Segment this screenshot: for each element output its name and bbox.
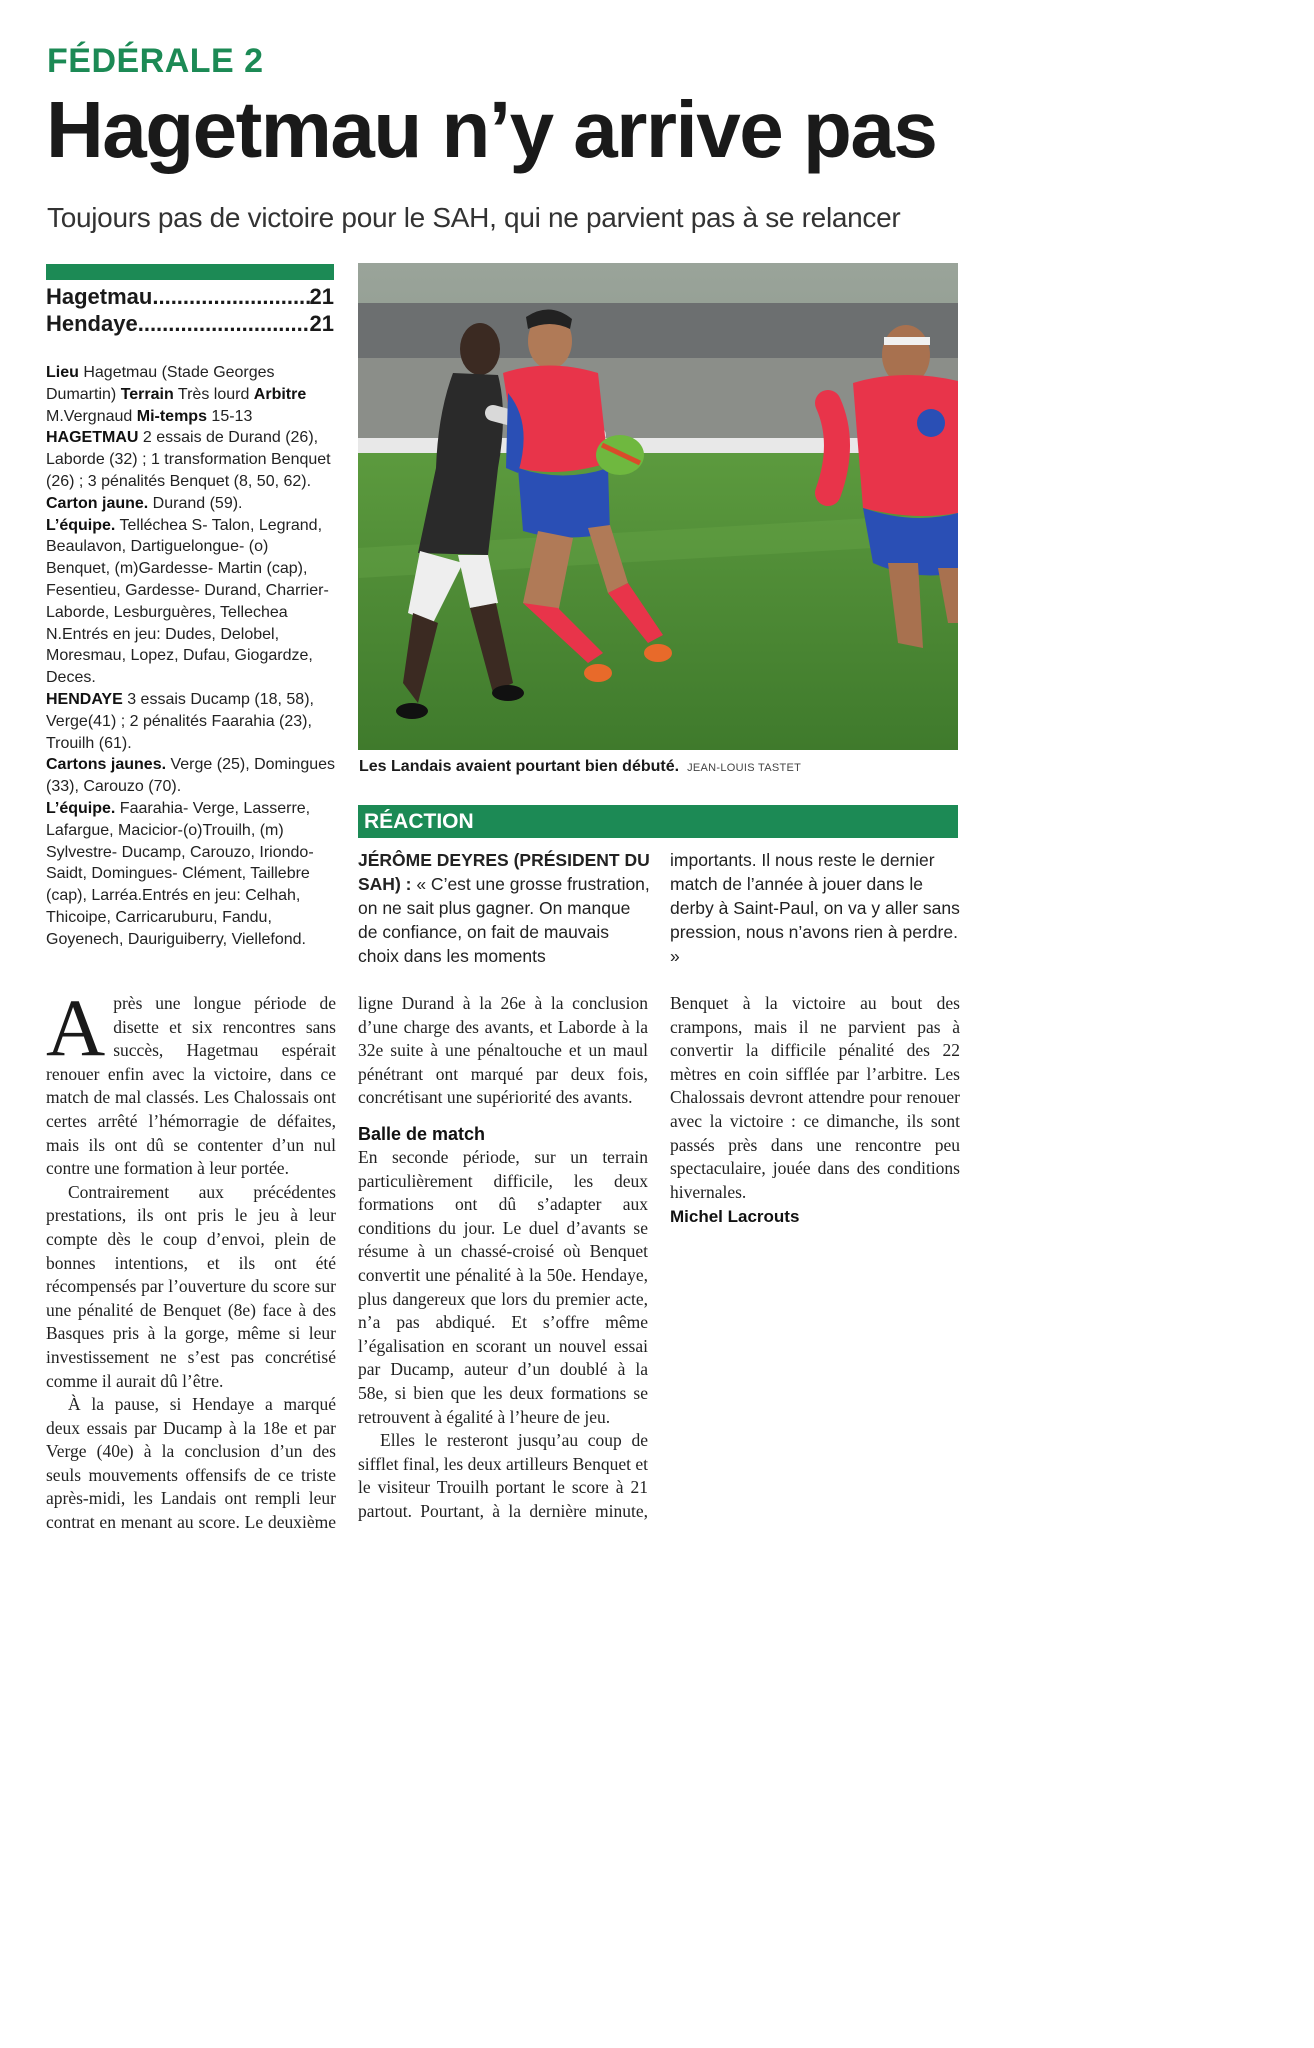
paragraph-text: près une longue période de disette et six rencontres sans succès, Hagetmau espérait renouer enfin avec la victoire, dans ce match de mal classés. Les Chalossais ont certes arrêté l’hémorragie de défaites, mais ils ont dû se contenter d’un nul contre une formation à leur portée. — [46, 993, 336, 1179]
label: Carton jaune. — [46, 494, 149, 512]
article-author: Michel Lacrouts — [670, 1207, 800, 1227]
value: 3 essais Ducamp (18, 58), Verge(41) ; 2 pénalités Faarahia (23), Trouilh (61). — [46, 690, 314, 752]
standfirst: Toujours pas de victoire pour le SAH, qui ne parvient pas à se relancer — [47, 202, 901, 233]
home-score: 21 — [309, 284, 334, 309]
speaker: JÉRÔME DEYRES (PRÉSIDENT DU SAH) : — [358, 850, 650, 894]
reaction-quote-part2: importants. Il nous reste le dernier match de l’année à jouer dans le derby à Saint-Paul, on va y aller sans pression, nous n’avons rien à perdre. » — [670, 850, 960, 966]
article-paragraph: Elles le resteront jusqu’au coup de sifflet final, les deux artilleurs Benquet et le visiteur Trouilh portant le score à 21 partout. Pourtant, à la dernière minute, — [358, 1430, 648, 1521]
factbox-hendaye-team — [46, 798, 336, 951]
leader-dots — [152, 284, 309, 310]
leader-dots — [138, 311, 310, 337]
match-factbox — [46, 362, 336, 951]
value: Durand (59). — [148, 494, 243, 512]
value: Très lourd — [173, 385, 254, 403]
article-paragraph: Benquet à la victoire au bout des crampons, mais il ne parvient pas à convertir la difficile pénalité des 22 mètres en coin sifflée par l’arbitre. Les Chalossais devront attendre pour renouer avec la victoire : ce dimanche, ils sont passés près dans une rencontre peu spectaculaire, jouée dans des conditions hivernales. — [670, 993, 960, 1202]
score-line-home — [46, 284, 334, 310]
article-paragraph: À la pause, si Hendaye a marqué deux essais par Ducamp à la 18e et par Verge (40e) à la conclusion d’un des seuls mouvements offensifs de ce triste après-midi, les Landais ont rempli leur contrat en menant au score. Le deuxième — [46, 1394, 336, 1533]
label: HENDAYE — [46, 690, 123, 708]
label: Arbitre — [253, 385, 307, 403]
value: 15-13 — [206, 407, 253, 425]
value: M.Vergnaud — [46, 407, 137, 425]
article-paragraph: En seconde période, sur un terrain particulièrement difficile, les deux formations ont dû s’adapter aux conditions du jour. Le duel d’avants se résume à un chassé-croisé où Benquet convertit une pénalité à la 50e. Hendaye, plus dangereux que lors du premier acte, n’a pas abdiqué. Et s’offre même l’égalisation en scorant un nouvel essai par Ducamp, auteur d’un doublé à la 58e, si bien que les deux formations se retrouvent à égalité à l’heure de jeu. — [358, 1146, 648, 1427]
article-column-3 — [670, 992, 960, 1228]
label: Cartons jaunes. — [46, 756, 167, 774]
article-subhead: Balle de match — [358, 1123, 486, 1144]
label: Lieu — [46, 364, 79, 381]
away-team: Hendaye — [46, 311, 138, 336]
score-line-away — [46, 311, 334, 337]
factbox-hagetmau-points — [46, 427, 336, 492]
quote: « C’est une grosse frustration, on ne sait plus gagner. On manque de confiance, on fait de mauvais choix dans les moments — [358, 874, 650, 966]
article-column-1 — [46, 982, 336, 1535]
dropcap: A — [46, 982, 106, 1073]
value: 2 essais de Durand (26), Laborde (32) ; 1 transformation Benquet (26) ; 3 pénalités Benquet (8, 50, 62). — [46, 429, 331, 490]
factbox-hendaye-cards — [46, 754, 336, 798]
photo-caption — [359, 758, 801, 776]
value: Faarahia- Verge, Lasserre, Lafargue, Macicior-(o)Trouilh, (m) Sylvestre- Ducamp, Carouzo, Iriondo- Saidt, Domingues- Clément, Taillebre (cap), Larréa.Entrés en jeu: Celhah, Thicoipe, Carricaruburu, Fandu, Goyenech, Dauriguiberry, Viellefond. — [46, 799, 314, 948]
label: L’équipe. — [46, 799, 116, 817]
factbox-hendaye-points — [46, 689, 336, 754]
away-score: 21 — [309, 311, 334, 336]
value: Telléchea S- Talon, Legrand, Beaulavon, Dartiguelongue- (o) Benquet, (m)Gardesse- Martin (cap), Fesentieu, Gardesse- Durand, Charrier- Laborde, Lesburguères, Tellechea N.Entrés en jeu: Dudes, Delobel, Moresmau, Lopez, Dufau, Giogardze, Deces. — [46, 516, 329, 687]
factbox-venue — [46, 362, 336, 427]
caption-text: Les Landais avaient pourtant bien débuté. — [359, 758, 680, 775]
section-kicker: FÉDÉRALE 2 — [47, 42, 264, 80]
home-team: Hagetmau — [46, 284, 153, 309]
article-column-2 — [358, 992, 648, 1523]
photo-credit: JEAN-LOUIS TASTET — [687, 762, 802, 774]
article-paragraph: Contrairement aux précédentes prestations, ils ont pris le jeu à leur compte dès le coup d’envoi, plein de bonnes intentions, et ils ont été récompensés par l’ouverture du score sur une pénalité de Benquet (8e) face à des Basques pris à la gorge, même si leur investissement ne s’est pas concrétisé comme il aurait dû l’être. — [46, 1181, 336, 1391]
value: Verge (25), Domingues (33), Carouzo (70). — [46, 756, 336, 796]
factbox-hagetmau-team — [46, 515, 336, 689]
label: Mi-temps — [136, 407, 207, 425]
label: HAGETMAU — [46, 429, 139, 447]
factbox-hagetmau-cards — [46, 493, 336, 515]
headline: Hagetmau n’y arrive pas — [46, 85, 937, 174]
label: L’équipe. — [46, 516, 116, 534]
scoreboard-bar — [46, 264, 334, 280]
value: Hagetmau (Stade Georges Dumartin) — [46, 364, 275, 403]
article-paragraph — [46, 982, 336, 1181]
rugby-players-illustration — [358, 263, 958, 750]
article-paragraph: ligne Durand à la 26e à la conclusion d’une charge des avants, et Laborde à la 32e suite à une pénaltouche et un maul pénétrant ont marqué par deux fois, concrétisant une supériorité des avants. — [358, 993, 648, 1108]
reaction-quote-part1 — [358, 848, 650, 968]
label: Terrain — [120, 385, 174, 403]
match-photo — [358, 263, 958, 750]
reaction-label: RÉACTION — [358, 805, 958, 838]
